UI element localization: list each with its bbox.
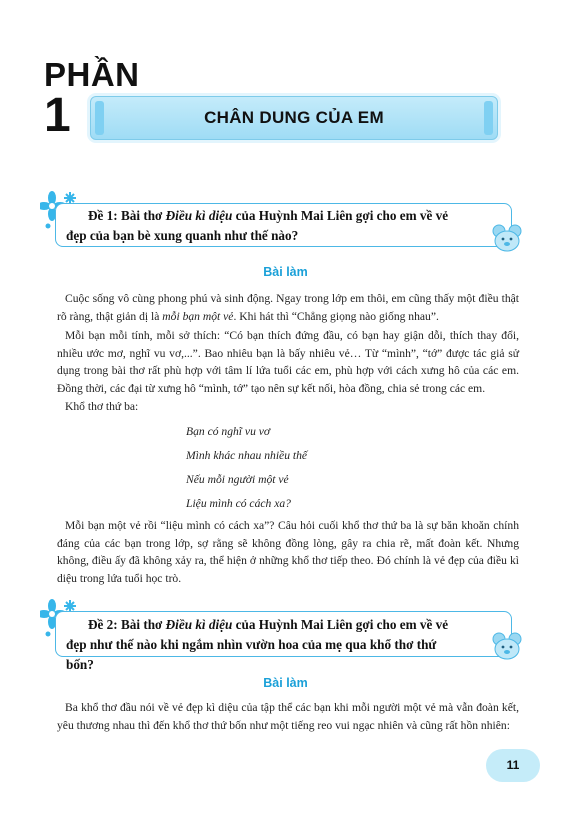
question-2-box — [55, 611, 512, 672]
question-2-text-a: Bài thơ — [120, 617, 166, 632]
answer-1-paragraph-1 — [57, 290, 519, 325]
question-1-text-a: Bài thơ — [120, 208, 166, 223]
question-2-label: Đề 2: — [88, 617, 118, 632]
question-1-text-b: của Huỳnh Mai Liên gợi cho em về vẻ đẹp của bạn bè xung quanh như thế nào? — [66, 208, 449, 243]
poem-line: Mình khác nhau nhiều thế — [186, 449, 308, 462]
poem-line: Nếu mỗi người một vẻ — [186, 473, 289, 486]
question-2-poem-title: Điều kì diệu — [165, 617, 233, 632]
page-number-badge — [486, 749, 540, 782]
part-label: PHẦN — [44, 56, 140, 93]
answer-2-paragraph-1: Ba khổ thơ đầu nói về vẻ đẹp kì diệu của tập thể các bạn khi mỗi người một vẻ mà vẫn đoàn kết, yêu thương nhau thì đến khổ thơ thứ bốn như một tiếng reo vui ngạc nhiên và cũng rất hồn nhiên: — [57, 701, 519, 732]
part-number: 1 — [44, 89, 71, 142]
bear-mascot-icon — [491, 222, 525, 252]
answer-1-paragraph-4: Mỗi bạn một vẻ rồi “liệu mình có cách xa”? Câu hỏi cuối khổ thơ thứ ba là sự băn khoăn chính đáng của các bạn trong lớp, sợ rằng sẽ không đồng lòng, gây ra chia rẽ, mất đoàn kết. Nhưng không, điều ấy đã không xảy ra, thể hiện ở những khổ thơ tiếp theo. Đó chính là vẻ đẹp của điều kì diệu trong lứa tuổi học trò. — [57, 519, 519, 585]
poem-line: Bạn có nghĩ vu vơ — [186, 425, 271, 438]
answer-heading-1: Bài làm — [263, 265, 308, 279]
question-1-label: Đề 1: — [88, 208, 118, 223]
answer-1-paragraph-3: Khổ thơ thứ ba: — [65, 400, 139, 413]
paragraph-1-italic: mỗi bạn một vẻ — [162, 309, 234, 323]
paragraph-1-text-a: Cuộc sống vô cùng phong phú và sinh động. Ngay trong lớp em thôi, em cũng thấy một điều thật rõ ràng, thật giản dị là — [57, 292, 519, 323]
question-1-poem-title: Điều kì diệu — [165, 208, 233, 223]
answer-heading-2: Bài làm — [263, 676, 308, 690]
poem-stanza — [186, 420, 307, 516]
paragraph-1-text-b: . Khi hát thì “Chẳng giọng nào giống nhau”. — [233, 309, 439, 323]
answer-1-paragraph-2: Mỗi bạn mỗi tính, mỗi sở thích: “Có bạn thích đứng đầu, có bạn hay giận dỗi, thích thay đổi, nhiều ước mơ, nghĩ vu vơ,...”. Bao nhiêu bạn là bấy nhiêu vẻ… Từ “mình”, “tớ” được tác giả sử dụng trong bài thơ rất phù hợp với tâm lí lứa tuổi các em, phù hợp với cách xưng hô của các em. Đồng thời, các đại từ xưng hô “mình, tớ” tạo nên sự kết nối, hòa đồng, chia sẻ trong các em. — [57, 329, 519, 395]
poem-line: Liệu mình có cách xa? — [186, 497, 291, 510]
page-number: 11 — [506, 758, 520, 772]
chapter-title-banner — [90, 96, 498, 140]
bear-mascot-icon — [491, 630, 525, 660]
question-2-text-b: của Huỳnh Mai Liên gợi cho em về vẻ đẹp như thế nào khi ngắm nhìn vườn hoa của mẹ qua khổ thơ thứ bốn? — [66, 617, 449, 672]
chapter-title: CHÂN DUNG CỦA EM — [204, 108, 384, 127]
question-1-box — [55, 203, 512, 247]
